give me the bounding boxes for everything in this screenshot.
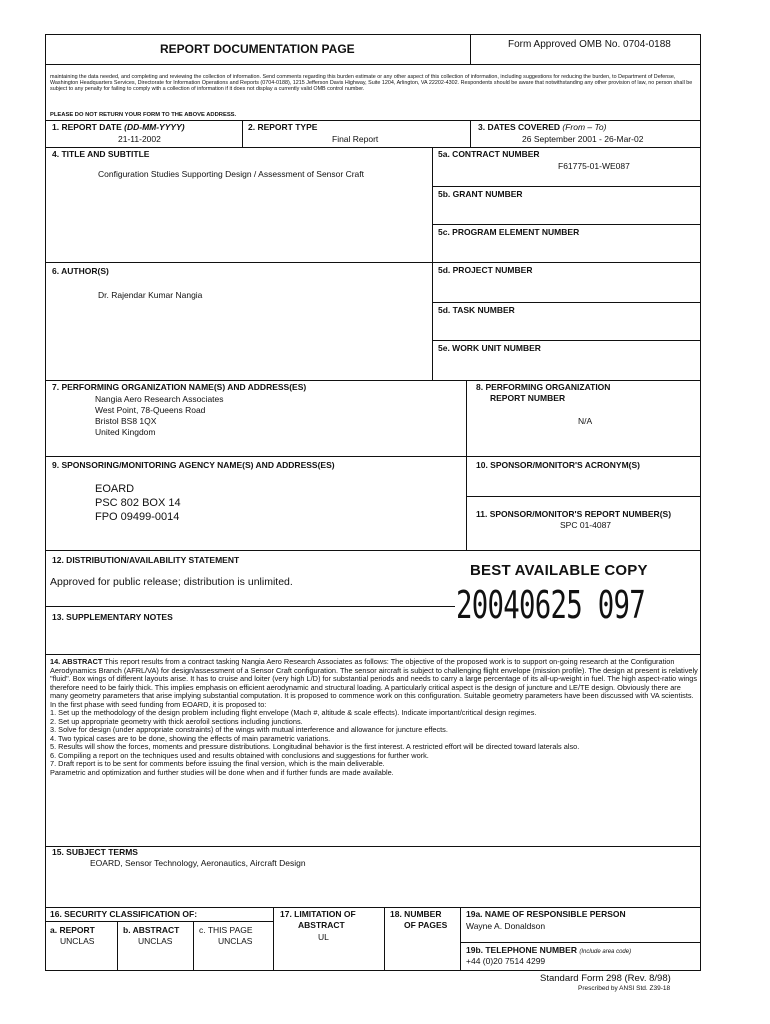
rule xyxy=(460,907,461,971)
perf-report-number-value: N/A xyxy=(578,416,593,426)
subject-terms-value: EOARD, Sensor Technology, Aeronautics, Aircraft Design xyxy=(90,858,306,868)
rule xyxy=(45,120,701,121)
dates-covered-value: 26 September 2001 - 26-Mar-02 xyxy=(522,134,644,144)
report-type-value: Final Report xyxy=(332,134,379,144)
limitation-label-2: ABSTRACT xyxy=(298,920,345,930)
this-page-class-value: UNCLAS xyxy=(218,936,253,946)
header-divider xyxy=(470,34,471,64)
performing-org-line: United Kingdom xyxy=(95,427,156,437)
task-number-label: 5d. TASK NUMBER xyxy=(438,305,515,315)
rule xyxy=(45,380,701,381)
report-class-value: UNCLAS xyxy=(60,936,95,946)
program-element-label: 5c. PROGRAM ELEMENT NUMBER xyxy=(438,227,580,237)
performing-org-line: Bristol BS8 1QX xyxy=(95,416,157,426)
dates-covered-label: 3. DATES COVERED (From – To) xyxy=(478,122,607,132)
abstract-item: 3. Solve for design (under appropriate constraints) of the wings with mutual interference and allowance for juncture effects. xyxy=(50,725,448,734)
abstract-item: 6. Compiling a report on the techniques used and results obtained with conclusions and suggestions for further work. xyxy=(50,750,429,760)
rule xyxy=(466,496,701,497)
rule xyxy=(432,302,701,303)
rule xyxy=(432,340,701,341)
rule xyxy=(45,846,701,847)
distribution-label: 12. DISTRIBUTION/AVAILABILITY STATEMENT xyxy=(52,555,240,565)
rule xyxy=(45,654,701,655)
form-title: REPORT DOCUMENTATION PAGE xyxy=(160,42,355,56)
abstract-class-value: UNCLAS xyxy=(138,936,173,946)
rule xyxy=(45,147,701,148)
sponsor-acronym-label: 10. SPONSOR/MONITOR'S ACRONYM(S) xyxy=(476,460,641,470)
responsible-person-label: 19a. NAME OF RESPONSIBLE PERSON xyxy=(466,909,626,919)
standard-form-number: Standard Form 298 (Rev. 8/98) xyxy=(540,973,671,984)
number-of-pages-label: 18. NUMBER xyxy=(390,909,442,919)
report-date-label: 1. REPORT DATE (DD-MM-YYYY) xyxy=(52,122,185,132)
contract-number-value: F61775-01-WE087 xyxy=(558,161,630,171)
supplementary-notes-label: 13. SUPPLEMENTARY NOTES xyxy=(52,612,173,622)
responsible-person-value: Wayne A. Donaldson xyxy=(466,921,546,931)
perf-report-number-label-2: REPORT NUMBER xyxy=(490,393,566,403)
report-date-value: 21-11-2002 xyxy=(118,134,161,144)
distribution-value: Approved for public release; distribution is unlimited. xyxy=(50,576,293,588)
telephone-label: 19b. TELEPHONE NUMBER (Include area code) xyxy=(466,945,632,955)
rule xyxy=(45,921,273,922)
title-value: Configuration Studies Supporting Design / Assessment of Sensor Craft xyxy=(98,169,365,179)
rule xyxy=(432,224,701,225)
contract-number-label: 5a. CONTRACT NUMBER xyxy=(438,149,540,159)
sponsoring-agency-label: 9. SPONSORING/MONITORING AGENCY NAME(S) AND ADDRESS(ES) xyxy=(52,460,335,470)
telephone-value: +44 (0)20 7514 4299 xyxy=(466,956,546,966)
abstract-item: 5. Results will show the forces, moments and pressure distributions. Longitudinal behavior is the first interest. A restricted effort will be directed toward laterals also. xyxy=(50,742,580,751)
subject-terms-label: 15. SUBJECT TERMS xyxy=(52,847,138,857)
report-class-label: a. REPORT xyxy=(50,925,95,935)
abstract-item: 7. Draft report is to be sent for comments before issuing the final version, which is the main deliverable. xyxy=(50,759,385,768)
rule xyxy=(432,147,433,380)
project-number-label: 5d. PROJECT NUMBER xyxy=(438,265,533,275)
performing-org-label: 7. PERFORMING ORGANIZATION NAME(S) AND ADDRESS(ES) xyxy=(52,382,307,392)
report-type-label: 2. REPORT TYPE xyxy=(248,122,318,132)
rule xyxy=(466,380,467,550)
abstract-block xyxy=(50,658,698,777)
rule xyxy=(470,120,471,147)
accession-number-stamp: 20040625 097 xyxy=(456,583,646,627)
omb-number: Form Approved OMB No. 0704-0188 xyxy=(508,39,671,50)
rule xyxy=(460,942,701,943)
abstract-item: Parametric and optimization and further studies will be done when and if further funds are made available. xyxy=(50,767,394,777)
header-rule xyxy=(45,64,701,65)
sponsor-report-number-value: SPC 01-4087 xyxy=(560,520,612,530)
rule xyxy=(242,120,243,147)
abstract-label: 14. ABSTRACT xyxy=(50,657,103,666)
rule xyxy=(273,907,274,971)
return-notice: PLEASE DO NOT RETURN YOUR FORM TO THE ABOVE ADDRESS. xyxy=(50,112,237,118)
abstract-item: 1. Set up the methodology of the design problem including flight envelope (Mach #, altitude & scale effects). Indicate important/critical design regimes. xyxy=(50,708,537,717)
performing-org-line: West Point, 78-Queens Road xyxy=(95,405,206,415)
rule xyxy=(45,456,701,457)
best-available-copy-stamp: BEST AVAILABLE COPY xyxy=(470,562,648,579)
this-page-class-label: c. THIS PAGE xyxy=(199,925,253,935)
abstract-item: 2. Set up appropriate geometry with thick aerofoil sections including junctions. xyxy=(50,716,303,726)
abstract-item: 4. Two typical cases are to be done, showing the effects of main parametric variations. xyxy=(50,733,331,743)
rule xyxy=(45,907,701,908)
limitation-value: UL xyxy=(318,932,329,942)
abstract-class-label: b. ABSTRACT xyxy=(123,925,180,935)
sponsor-report-number-label: 11. SPONSOR/MONITOR'S REPORT NUMBER(S) xyxy=(476,509,672,519)
work-unit-label: 5e. WORK UNIT NUMBER xyxy=(438,343,541,353)
security-classification-label: 16. SECURITY CLASSIFICATION OF: xyxy=(50,909,198,919)
rule xyxy=(117,921,118,971)
authors-label: 6. AUTHOR(S) xyxy=(52,266,109,276)
rule xyxy=(45,550,701,551)
grant-number-label: 5b. GRANT NUMBER xyxy=(438,189,523,199)
rule xyxy=(384,907,385,971)
rule xyxy=(45,606,455,607)
authors-value: Dr. Rajendar Kumar Nangia xyxy=(98,290,203,300)
rule xyxy=(432,186,701,187)
title-label: 4. TITLE AND SUBTITLE xyxy=(52,149,150,159)
perf-report-number-label: 8. PERFORMING ORGANIZATION xyxy=(476,382,611,392)
abstract-intro: This report results from a contract tasking Nangia Aero Research Associates as follows: The objective of the proposed work is to support on-going research at the Configuration Aerodynamics Branch (AFRL/VA) for design/assessment of a Sensor Craft configuration. The sensor aircraft is subject to challenging flight envelope (mission profile). The design at present is relatively "fluid". Box wings of different layouts arise. It has to cruise and loiter (very high L/D) for substantial periods and needs to carry a large percentage of its all-up-weight in fuel. The high aspect-ratio wings therefore need to be fairly thick. This implies emphasis on efficient aerodynamic and structural loading. A particularly critical aspect is the design of juncture and LE/TE design. Obviously there are many geometry parameters that arise implying substantial computation. It is proposed to commence work on this configuration. Suitable geometry parameters have been discussed with VA scientists. In the first phase with seed funding from EOARD, it is proposed to: xyxy=(50,657,698,709)
burden-statement: maintaining the data needed, and completing and reviewing the collection of information. Send comments regarding this burden estimate or any other aspect of this collection of information, including suggestions for reducing the burden, to Department of Defense, Washington Headquarters Services, Directorate for Information Operations and Reports (0704-0188), 1215 Jefferson Davis Highway, Suite 1204, Arlington, VA 22202-4302. Respondents should be aware that notwithstanding any other provision of law, no person shall be subject to any penalty for failing to comply with a collection of information if it does not display a currently valid OMB control number. xyxy=(50,74,693,93)
prescribed-by: Prescribed by ANSI Std. Z39-18 xyxy=(578,985,671,992)
sponsoring-agency-line: EOARD xyxy=(95,483,135,495)
rule xyxy=(193,921,194,971)
limitation-label: 17. LIMITATION OF xyxy=(280,909,356,919)
performing-org-line: Nangia Aero Research Associates xyxy=(95,394,224,404)
number-of-pages-label-2: OF PAGES xyxy=(404,920,448,930)
sponsoring-agency-line: FPO 09499-0014 xyxy=(95,511,180,523)
sponsoring-agency-line: PSC 802 BOX 14 xyxy=(95,497,181,509)
rule xyxy=(45,262,701,263)
